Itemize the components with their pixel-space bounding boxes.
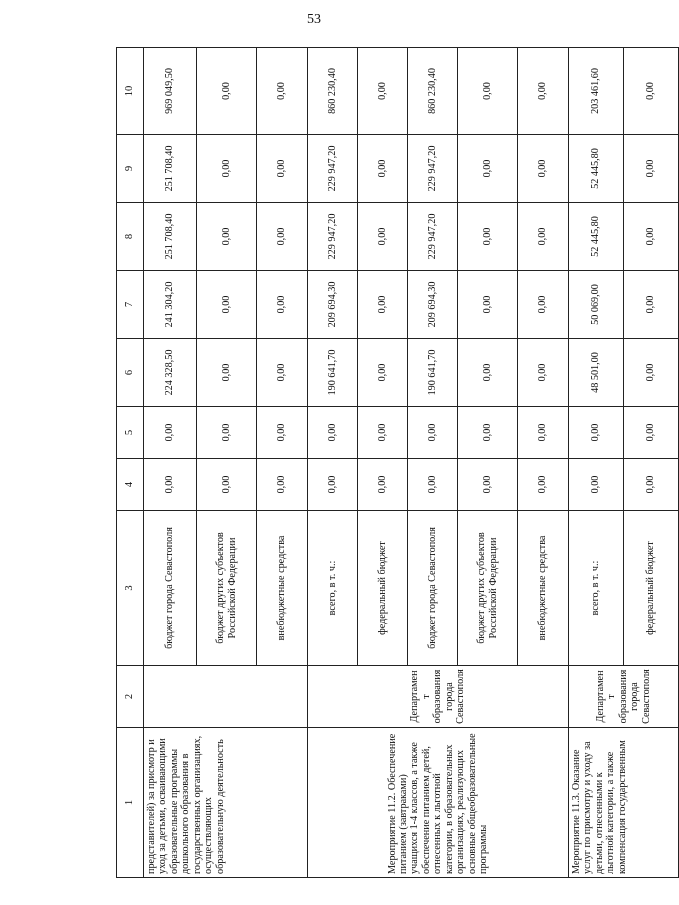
value-cell: 0,00 <box>458 459 518 511</box>
source-cell: внебюджетные средства <box>518 511 569 666</box>
value-cell: 0,00 <box>257 407 308 459</box>
header-cell: 1 <box>117 728 144 878</box>
value-cell: 251 708,40 <box>144 203 197 271</box>
value-cell: 0,00 <box>197 339 257 407</box>
value-cell: 0,00 <box>518 339 569 407</box>
value-cell: 0,00 <box>257 459 308 511</box>
executor-cell: Департамент образования города Севастополя <box>569 666 679 728</box>
source-cell: бюджет других субъектов Российской Федерации <box>197 511 257 666</box>
value-cell: 0,00 <box>458 135 518 203</box>
value-cell: 0,00 <box>257 135 308 203</box>
value-cell: 0,00 <box>518 135 569 203</box>
value-cell: 0,00 <box>518 203 569 271</box>
value-cell: 0,00 <box>197 48 257 135</box>
source-cell: федеральный бюджет <box>624 511 679 666</box>
value-cell: 0,00 <box>624 203 679 271</box>
value-cell: 190 641,70 <box>408 339 458 407</box>
activity-cell: представителей) за присмотр и уход за детьми, осваивающими образовательные программы дошкольного образования в государственных организациях, осуществляющих образовательную деятельность <box>144 728 308 878</box>
value-cell: 224 328,50 <box>144 339 197 407</box>
source-cell: бюджет других субъектов Российской Федерации <box>458 511 518 666</box>
value-cell: 229 947,20 <box>408 135 458 203</box>
value-cell: 52 445,80 <box>569 135 624 203</box>
value-cell: 203 461,60 <box>569 48 624 135</box>
value-cell: 0,00 <box>358 407 408 459</box>
value-cell: 0,00 <box>197 459 257 511</box>
executor-cell: Департамент образования города Севастополя <box>308 666 569 728</box>
value-cell: 0,00 <box>358 459 408 511</box>
value-cell: 0,00 <box>257 203 308 271</box>
page-number: 53 <box>307 12 321 27</box>
value-cell: 860 230,40 <box>308 48 358 135</box>
value-cell: 0,00 <box>308 459 358 511</box>
value-cell: 0,00 <box>308 407 358 459</box>
header-cell: 8 <box>117 203 144 271</box>
value-cell: 0,00 <box>358 203 408 271</box>
value-cell: 0,00 <box>518 48 569 135</box>
value-cell: 0,00 <box>408 407 458 459</box>
value-cell: 0,00 <box>257 339 308 407</box>
source-cell: федеральный бюджет <box>358 511 408 666</box>
value-cell: 0,00 <box>358 339 408 407</box>
value-cell: 0,00 <box>458 203 518 271</box>
value-cell: 229 947,20 <box>408 203 458 271</box>
executor-cell <box>144 666 308 728</box>
value-cell: 0,00 <box>518 407 569 459</box>
table-row <box>144 48 197 878</box>
value-cell: 0,00 <box>257 271 308 339</box>
value-cell: 0,00 <box>458 48 518 135</box>
value-cell: 0,00 <box>144 459 197 511</box>
value-cell: 241 304,20 <box>144 271 197 339</box>
header-cell: 5 <box>117 407 144 459</box>
table-row <box>569 48 624 878</box>
header-cell: 10 <box>117 48 144 135</box>
header-cell: 9 <box>117 135 144 203</box>
value-cell: 0,00 <box>257 48 308 135</box>
value-cell: 0,00 <box>569 459 624 511</box>
value-cell: 0,00 <box>197 271 257 339</box>
value-cell: 48 501,00 <box>569 339 624 407</box>
value-cell: 0,00 <box>518 271 569 339</box>
header-cell: 3 <box>117 511 144 666</box>
header-cell: 4 <box>117 459 144 511</box>
value-cell: 0,00 <box>458 407 518 459</box>
value-cell: 0,00 <box>624 48 679 135</box>
table-row <box>308 48 358 878</box>
value-cell: 0,00 <box>197 407 257 459</box>
source-cell: бюджет города Севастополя <box>408 511 458 666</box>
value-cell: 0,00 <box>569 407 624 459</box>
value-cell: 0,00 <box>624 339 679 407</box>
value-cell: 0,00 <box>408 459 458 511</box>
value-cell: 0,00 <box>458 339 518 407</box>
header-cell: 6 <box>117 339 144 407</box>
source-cell: внебюджетные средства <box>257 511 308 666</box>
value-cell: 0,00 <box>458 271 518 339</box>
header-cell: 2 <box>117 666 144 728</box>
value-cell: 251 708,40 <box>144 135 197 203</box>
value-cell: 229 947,20 <box>308 203 358 271</box>
value-cell: 52 445,80 <box>569 203 624 271</box>
value-cell: 229 947,20 <box>308 135 358 203</box>
activity-cell: Мероприятие 11.2. Обеспечение питанием (завтраками) учащихся 1-4 классов, а также обеспечение питанием детей, отнесенных к льготной категории, в образовательных организациях, реализующих основные общеобразовательные программы <box>308 728 569 878</box>
value-cell: 860 230,40 <box>408 48 458 135</box>
header-row <box>117 48 144 878</box>
value-cell: 0,00 <box>624 135 679 203</box>
source-cell: всего, в т. ч.: <box>308 511 358 666</box>
value-cell: 50 069,00 <box>569 271 624 339</box>
value-cell: 0,00 <box>358 135 408 203</box>
activity-cell: Мероприятие 11.3. Оказание услуг по присмотру и уходу за детьми, отнесенными к льготной категории, а также компенсация государственным <box>569 728 679 878</box>
value-cell: 0,00 <box>144 407 197 459</box>
value-cell: 0,00 <box>197 203 257 271</box>
value-cell: 0,00 <box>624 459 679 511</box>
header-cell: 7 <box>117 271 144 339</box>
budget-table <box>116 47 679 878</box>
value-cell: 0,00 <box>624 407 679 459</box>
value-cell: 969 049,50 <box>144 48 197 135</box>
value-cell: 0,00 <box>624 271 679 339</box>
value-cell: 0,00 <box>518 459 569 511</box>
value-cell: 0,00 <box>358 48 408 135</box>
value-cell: 0,00 <box>358 271 408 339</box>
value-cell: 209 694,30 <box>408 271 458 339</box>
source-cell: бюджет города Севастополя <box>144 511 197 666</box>
rotated-page-content <box>116 48 657 878</box>
value-cell: 209 694,30 <box>308 271 358 339</box>
value-cell: 0,00 <box>197 135 257 203</box>
value-cell: 190 641,70 <box>308 339 358 407</box>
source-cell: всего, в т. ч.: <box>569 511 624 666</box>
